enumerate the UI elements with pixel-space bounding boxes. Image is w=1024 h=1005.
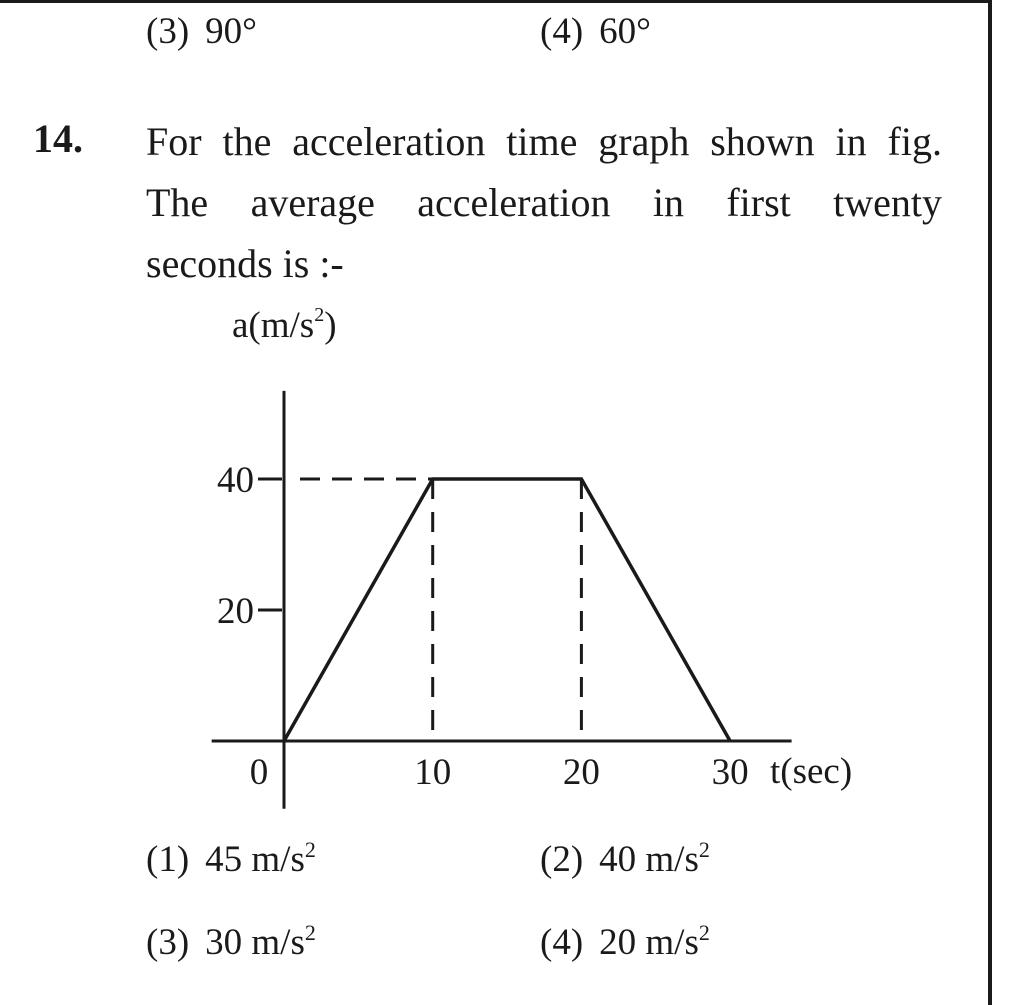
x-tick-label-30: 30 [711,752,749,793]
option-3[interactable] [146,921,316,964]
option-value: 30 m/s [205,922,305,963]
option-number: (1) [146,839,190,880]
x-tick-label-0: 0 [249,752,269,793]
prev-option-number: (4) [540,11,584,52]
acceleration-series-line [284,479,730,741]
y-axis-label [232,304,337,346]
y-axis-label-close: ) [324,305,337,346]
option-number: (2) [540,839,584,880]
question-line: For the acceleration time graph shown in fig. [146,119,942,164]
option-2[interactable] [540,838,710,881]
x-tick-label-10: 10 [414,752,452,793]
prev-option-text: 90° [205,11,257,52]
y-tick-label-20: 20 [217,591,254,632]
y-tick-label-40: 40 [217,460,254,501]
option-exponent: 2 [698,920,710,945]
option-4[interactable] [540,921,710,964]
option-exponent: 2 [698,837,710,862]
option-value: 20 m/s [599,922,699,963]
option-number: (3) [146,922,190,963]
question-line: seconds is :- [146,241,344,286]
option-value: 45 m/s [205,839,305,880]
x-axis-label: t(sec) [770,751,853,792]
option-exponent: 2 [304,920,316,945]
y-axis-label-base: a(m/s [232,305,315,346]
prev-option-number: (3) [146,11,190,52]
option-1[interactable] [146,838,316,881]
y-axis-label-sup: 2 [314,304,325,326]
option-value: 40 m/s [599,839,699,880]
option-exponent: 2 [304,837,316,862]
option-number: (4) [540,922,584,963]
x-tick-label-20: 20 [562,752,600,793]
question-line: The average acceleration in first twenty [146,180,942,225]
question-number: 14. [33,116,83,161]
prev-option-text: 60° [599,11,651,52]
